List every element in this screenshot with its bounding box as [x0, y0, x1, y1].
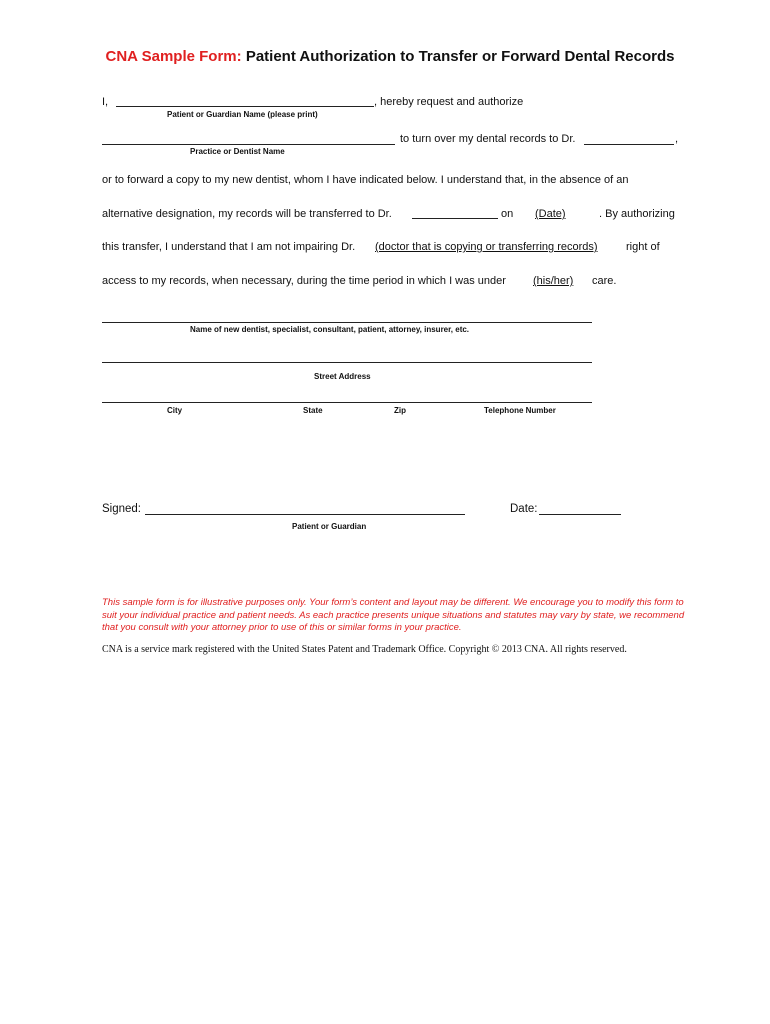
- title-main: Patient Authorization to Transfer or Forward Dental Records: [245, 48, 675, 65]
- new-dentist-caption: Name of new dentist, specialist, consultant, patient, attorney, insurer, etc.: [190, 325, 470, 334]
- patient-name-caption: Patient or Guardian Name (please print): [167, 110, 318, 119]
- paragraph-line-2-end: . By authorizing: [599, 208, 675, 220]
- copyright-notice: CNA is a service mark registered with the United States Patent and Trademark Office. Copyright © 2013 CNA. All rights reserved.: [102, 644, 627, 655]
- paragraph-line-2-start: alternative designation, my records will be transferred to Dr.: [102, 208, 392, 220]
- date-label: Date:: [510, 503, 538, 515]
- alternative-dentist-field[interactable]: [412, 218, 498, 219]
- paragraph-line-3-end: right of: [626, 241, 660, 253]
- telephone-caption: Telephone Number: [484, 406, 556, 415]
- signature-date-field[interactable]: [539, 514, 621, 515]
- paragraph-line-1: or to forward a copy to my new dentist, whom I have indicated below. I understand that, in the absence of an: [102, 174, 629, 186]
- dentist-name-field[interactable]: [584, 144, 674, 145]
- patient-name-field[interactable]: [116, 106, 374, 107]
- street-address-field[interactable]: [102, 362, 592, 363]
- city-state-zip-field[interactable]: [102, 402, 592, 403]
- signed-label: Signed:: [102, 503, 142, 515]
- signature-field[interactable]: [145, 514, 465, 515]
- line2-suffix: to turn over my dental records to Dr.: [400, 133, 576, 145]
- practice-name-field[interactable]: [102, 144, 395, 145]
- street-address-caption: Street Address: [314, 372, 371, 381]
- disclaimer: This sample form is for illustrative purposes only. Your form’s content and layout may be different. We encourage you to modify this form to suit your individual practice and patient needs. As each practice presents unique situations and statutes may vary by state, we recommend that you consult with your attorney prior to use of this or similar forms in your practice.: [102, 597, 685, 633]
- signature-caption: Patient or Guardian: [292, 522, 367, 531]
- new-dentist-field[interactable]: [102, 322, 592, 323]
- line2-end: ,: [675, 133, 679, 145]
- his-her-placeholder: (his/her): [533, 275, 574, 287]
- date-field[interactable]: [517, 208, 600, 220]
- page-title: [0, 48, 770, 65]
- date-placeholder: (Date): [535, 208, 566, 220]
- paragraph-line-4-end: care.: [592, 275, 617, 287]
- city-caption: City: [167, 406, 183, 415]
- zip-caption: Zip: [394, 406, 406, 415]
- doctor-field[interactable]: [363, 241, 617, 253]
- line1-suffix: , hereby request and authorize: [374, 96, 524, 108]
- paragraph-line-4-start: access to my records, when necessary, during the time period in which I was under: [102, 275, 506, 287]
- practice-name-caption: Practice or Dentist Name: [190, 147, 285, 156]
- paragraph-line-3-start: this transfer, I understand that I am not impairing Dr.: [102, 241, 356, 253]
- line1-prefix: I,: [102, 96, 109, 108]
- state-caption: State: [303, 406, 323, 415]
- his-her-field[interactable]: [521, 275, 583, 287]
- paragraph-line-2-on: on: [501, 208, 514, 220]
- doctor-placeholder: (doctor that is copying or transferring records): [375, 241, 598, 253]
- title-prefix: CNA Sample Form:: [105, 48, 242, 65]
